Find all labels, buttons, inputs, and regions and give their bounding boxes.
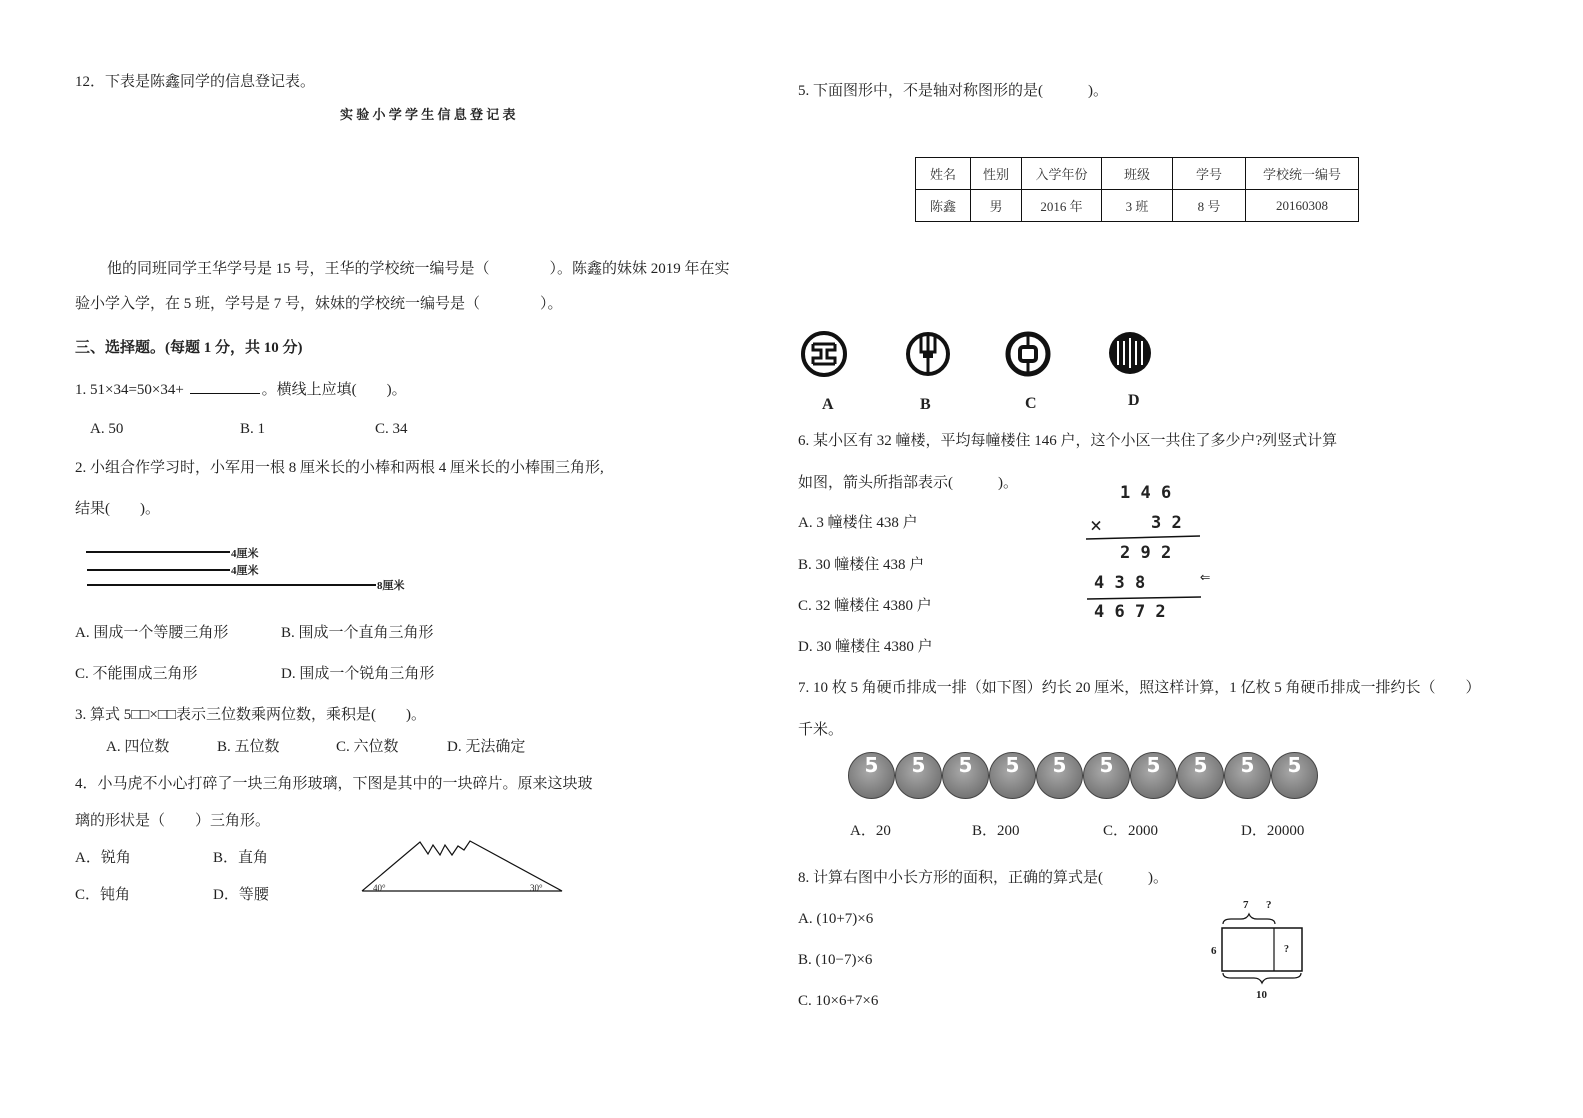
table-header: 姓名: [916, 158, 971, 190]
angle-right: 30°: [530, 883, 543, 893]
q3-option-c[interactable]: C. 六位数: [336, 739, 399, 755]
calc-partial-2: 4 3 8: [1094, 573, 1146, 593]
table-header-row: [916, 158, 1359, 190]
logo-label-a: A: [822, 396, 834, 413]
q4-option-c[interactable]: C．钝角: [75, 887, 131, 903]
q6-option-d[interactable]: D. 30 幢楼住 4380 户: [798, 639, 933, 655]
coins-row: [848, 752, 1318, 799]
calc-partial-1: 2 9 2: [1120, 543, 1172, 563]
q2-option-a[interactable]: A. 围成一个等腰三角形: [75, 625, 229, 641]
table-title: 实 验 小 学 学 生 信 息 登 记 表: [340, 107, 516, 122]
q2-option-d[interactable]: D. 围成一个锐角三角形: [281, 666, 435, 682]
q5-stem: 5. 下面图形中，不是轴对称图形的是( )。: [798, 83, 1108, 99]
q1-stem: [75, 381, 407, 399]
calc-product: 4 6 7 2: [1094, 602, 1166, 622]
q7-option-c[interactable]: C．2000: [1103, 823, 1159, 839]
calc-multiplicand: 1 4 6: [1120, 483, 1172, 503]
fig-label-6: 6: [1211, 945, 1217, 957]
q1-option-a[interactable]: A. 50: [90, 421, 124, 437]
q1-stem-b: 。横线上应填( )。: [261, 382, 407, 398]
logo-label-c: C: [1025, 395, 1037, 412]
q12-para-line1: 他的同班同学王华学号是 15 号，王华的学校统一编号是（ ）。陈鑫的妹妹 2019 年在实: [107, 261, 730, 277]
q4-option-a[interactable]: A．锐角: [75, 850, 131, 866]
fig-label-7: 7: [1243, 899, 1249, 911]
q3-stem: 3. 算式 5□□×□□表示三位数乘两位数，乘积是( )。: [75, 707, 426, 723]
calc-multiplier: 3 2: [1151, 513, 1182, 533]
logo-c-icon: [1008, 334, 1048, 374]
q2-line2: 结果( )。: [75, 501, 160, 517]
q7-line2: 千米。: [798, 722, 844, 738]
q4-option-b[interactable]: B．直角: [213, 850, 269, 866]
table-header: 学号: [1173, 158, 1246, 190]
logo-label-d: D: [1128, 392, 1140, 409]
table-cell: 男: [971, 190, 1022, 222]
table-row: [916, 190, 1359, 222]
q6-option-c[interactable]: C. 32 幢楼住 4380 户: [798, 598, 932, 614]
q6-line2: 如图，箭头所指部表示( )。: [798, 475, 1018, 491]
fig-label-inner-q: ?: [1284, 944, 1289, 955]
coin-icon: 5: [1224, 752, 1271, 799]
q2-option-c[interactable]: C. 不能围成三角形: [75, 666, 198, 682]
table-cell: 陈鑫: [916, 190, 971, 222]
q7-option-d[interactable]: D．20000: [1241, 823, 1305, 839]
fig-label-10: 10: [1256, 989, 1267, 1001]
calc-rule-1: [1086, 536, 1200, 539]
q2-option-b[interactable]: B. 围成一个直角三角形: [281, 625, 434, 641]
q1-option-b[interactable]: B. 1: [240, 421, 266, 437]
logo-a-icon: [803, 333, 845, 375]
q6-option-b[interactable]: B. 30 幢楼住 438 户: [798, 557, 925, 573]
calc-rule-2: [1087, 597, 1201, 599]
calc-arrow-icon: ⇐: [1200, 567, 1211, 587]
table-header: 性别: [971, 158, 1022, 190]
q4-line1: 4．小马虎不小心打碎了一块三角形玻璃，下图是其中的一块碎片。原来这块玻: [75, 776, 593, 792]
table-header: 入学年份: [1022, 158, 1102, 190]
table-cell: 20160308: [1246, 190, 1359, 222]
coin-icon: 5: [1271, 752, 1318, 799]
coin-icon: 5: [1083, 752, 1130, 799]
q8-option-a[interactable]: A. (10+7)×6: [798, 911, 874, 927]
stick-label-1: 4厘米: [231, 548, 259, 560]
coin-icon: 5: [895, 752, 942, 799]
q4-line2: 璃的形状是（ ）三角形。: [75, 813, 271, 829]
coin-icon: 5: [942, 752, 989, 799]
coin-icon: 5: [1177, 752, 1224, 799]
calc-times-sign: ×: [1090, 513, 1103, 537]
table-header: 班级: [1102, 158, 1173, 190]
q1-stem-a: 1. 51×34=50×34+: [75, 382, 184, 398]
q1-blank: [190, 393, 260, 394]
coin-icon: 5: [989, 752, 1036, 799]
q7-option-b[interactable]: B．200: [972, 823, 1020, 839]
q12-para-line2: 验小学入学，在 5 班，学号是 7 号，妹妹的学校统一编号是（ ）。: [75, 296, 563, 312]
logo-b-icon: [908, 334, 948, 374]
q4-option-d[interactable]: D．等腰: [213, 887, 269, 903]
bottom-brace: [1223, 973, 1301, 983]
q1-option-c[interactable]: C. 34: [375, 421, 408, 437]
logo-d-icon: [1109, 332, 1151, 374]
q7-option-a[interactable]: A．20: [850, 823, 891, 839]
q8-stem: 8. 计算右图中小长方形的面积，正确的算式是( )。: [798, 870, 1168, 886]
q8-option-c[interactable]: C. 10×6+7×6: [798, 993, 879, 1009]
big-rectangle: [1222, 928, 1302, 971]
section-header: 三、选择题。(每题 1 分，共 10 分): [75, 340, 303, 356]
coin-icon: 5: [1130, 752, 1177, 799]
student-info-table: [915, 157, 1359, 222]
q6-option-a[interactable]: A. 3 幢楼住 438 户: [798, 515, 918, 531]
coin-icon: 5: [848, 752, 895, 799]
q12-intro: 12．下表是陈鑫同学的信息登记表。: [75, 74, 316, 90]
coin-icon: 5: [1036, 752, 1083, 799]
logo-label-b: B: [920, 396, 931, 413]
fig-label-top-q: ?: [1266, 899, 1272, 911]
q6-line1: 6. 某小区有 32 幢楼，平均每幢楼住 146 户，这个小区一共住了多少户?列竖式计算: [798, 433, 1338, 449]
table-cell: 3 班: [1102, 190, 1173, 222]
q8-option-b[interactable]: B. (10−7)×6: [798, 952, 873, 968]
q3-option-b[interactable]: B. 五位数: [217, 739, 280, 755]
q3-option-d[interactable]: D. 无法确定: [447, 739, 526, 755]
top-brace: [1223, 914, 1275, 924]
table-cell: 2016 年: [1022, 190, 1102, 222]
table-header: 学校统一编号: [1246, 158, 1359, 190]
table-cell: 8 号: [1173, 190, 1246, 222]
stick-label-2: 4厘米: [231, 565, 259, 577]
stick-label-3: 8厘米: [377, 580, 405, 592]
q3-option-a[interactable]: A. 四位数: [106, 739, 170, 755]
rectangle-figure: [0, 0, 1, 1]
q7-line1: 7. 10 枚 5 角硬币排成一排（如下图）约长 20 厘米，照这样计算，1 亿枚 5 角硬币排成一排约长（ ）: [798, 680, 1481, 696]
q2-line1: 2. 小组合作学习时，小军用一根 8 厘米长的小棒和两根 4 厘米长的小棒围三角形,: [75, 460, 604, 476]
angle-left: 40°: [373, 883, 386, 893]
